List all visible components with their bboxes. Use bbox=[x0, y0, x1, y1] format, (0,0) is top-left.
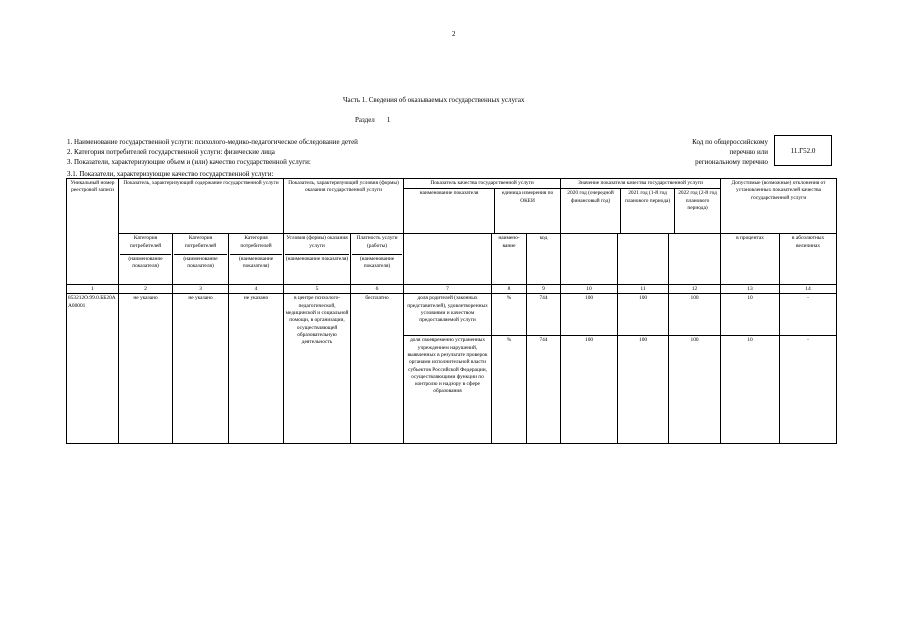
header-payment: Платность услуги (работы) (наименование показателя) bbox=[351, 234, 404, 285]
col-num: 9 bbox=[527, 285, 561, 294]
header-unit-code: код bbox=[527, 234, 561, 285]
consumer-category-line: 2. Категория потребителей государственной услуги: физические лица bbox=[67, 148, 275, 156]
header-registry-number: Уникальный номер реестровой записи bbox=[67, 179, 119, 285]
col-num: 8 bbox=[492, 285, 527, 294]
value-2020-cell: 100 bbox=[561, 294, 618, 336]
unit-code-cell: 744 bbox=[527, 294, 561, 336]
column-numbers-row bbox=[67, 285, 837, 294]
col-num: 11 bbox=[618, 285, 669, 294]
header-conditions-indicator: Показатель, характеризующий условия (формы) оказания государственной услуги bbox=[284, 179, 404, 234]
deviation-percent-cell: 10 bbox=[721, 294, 780, 336]
indicators-line: 3. Показатели, характеризующие объем и (или) качество государственной услуги: bbox=[67, 158, 311, 166]
indicator-name-cell: доля родителей (законных представителей), удовлетворенных условиями и качеством предоставляемой услуги bbox=[404, 294, 492, 336]
quality-indicators-line: 3.1. Показатели, характеризующие качество государственной услуги: bbox=[67, 170, 274, 178]
col-num: 2 bbox=[119, 285, 173, 294]
service-form-cell: в центре психолого-педагогической, медицинской и социальной помощи, в организации, осуществляющей образовательную деятельность bbox=[284, 294, 351, 444]
unit-name-cell: % bbox=[492, 294, 527, 336]
value-2022-cell: 100 bbox=[669, 336, 721, 444]
code-label-3: региональному перечню bbox=[695, 158, 768, 166]
col-num: 13 bbox=[721, 285, 780, 294]
col-num: 7 bbox=[404, 285, 492, 294]
unit-name-cell: % bbox=[492, 336, 527, 444]
section-heading bbox=[355, 116, 390, 124]
header-empty-7 bbox=[404, 234, 492, 285]
header-empty-10 bbox=[561, 234, 618, 285]
code-label-1: Код по общероссийскому bbox=[692, 138, 768, 146]
value-2020-cell: 100 bbox=[561, 336, 618, 444]
header-empty-12 bbox=[669, 234, 721, 285]
header-quality-indicator bbox=[404, 179, 561, 234]
table-row bbox=[67, 294, 837, 336]
header-quality-sub bbox=[404, 189, 560, 233]
header-absolute: в абсолютных величинах bbox=[780, 234, 837, 285]
header-values bbox=[561, 179, 721, 234]
header-content-indicator: Показатель, характеризующий содержание государственной услуги bbox=[119, 179, 284, 234]
service-name-line: 1. Наименование государственной услуги: психолого-медико-педагогическое обследование детей bbox=[67, 138, 358, 146]
col-num: 14 bbox=[780, 285, 837, 294]
category-2-cell: не указано bbox=[173, 294, 229, 444]
section-number: 1 bbox=[386, 116, 391, 124]
col-num: 3 bbox=[173, 285, 229, 294]
unit-code-cell: 744 bbox=[527, 336, 561, 444]
part-title: Часть 1. Сведения об оказываемых государственных услугах bbox=[343, 96, 525, 104]
header-year-2020: 2020 год (очередной финансовый год) bbox=[561, 189, 621, 233]
header-empty-11 bbox=[618, 234, 669, 285]
value-2021-cell: 100 bbox=[618, 336, 669, 444]
col-num: 6 bbox=[351, 285, 404, 294]
header-category-3: Категория потребителей (наименование показателя) bbox=[229, 234, 284, 285]
indicator-name-cell: доля своевременно устраненных учреждением нарушений, выявленных в результате проверок органами исполнительной власти субъектов Российской Федерации, осуществляющими функции по контролю и надзору в сфере образования bbox=[404, 336, 492, 444]
header-quality-title: Показатель качества государственной услуги bbox=[404, 179, 560, 189]
quality-indicators-table bbox=[66, 178, 837, 444]
col-num: 10 bbox=[561, 285, 618, 294]
value-2022-cell: 100 bbox=[669, 294, 721, 336]
header-unit-name: наимено-вание bbox=[492, 234, 527, 285]
header-unit: единица измерения по ОКЕИ bbox=[501, 190, 554, 204]
col-num: 4 bbox=[229, 285, 284, 294]
page-number: 2 bbox=[452, 30, 456, 38]
deviation-absolute-cell: - bbox=[780, 294, 837, 336]
header-service-form: Условия (формы) оказания услуги (наименование показателя) bbox=[284, 234, 351, 285]
header-year-2021: 2021 год (1-й год планового периода) bbox=[621, 189, 675, 233]
header-row-2 bbox=[67, 234, 837, 285]
header-row-1 bbox=[67, 179, 837, 234]
header-indicator-name: наименование показателя bbox=[404, 189, 495, 233]
category-3-cell: не указано bbox=[229, 294, 284, 444]
registry-number-cell: 853212О.99.0.ББ20АА00001 bbox=[67, 294, 119, 444]
header-years bbox=[561, 189, 720, 233]
header-category-1: Категория потребителей (наименование показателя) bbox=[119, 234, 173, 285]
deviation-percent-cell: 10 bbox=[721, 336, 780, 444]
col-num: 12 bbox=[669, 285, 721, 294]
header-deviation: Допустимые (возможные) отклонения от установленных показателей качества государственной услуги bbox=[721, 179, 837, 234]
code-label-2: перечню или bbox=[729, 148, 768, 156]
registry-code-box: 11.Г52.0 bbox=[774, 135, 832, 166]
header-values-title: Значение показателя качества государственной услуги bbox=[561, 179, 720, 189]
header-year-2022: 2022 год (2-й год планового периода) bbox=[678, 190, 717, 211]
category-1-cell: не указано bbox=[119, 294, 173, 444]
col-num: 1 bbox=[67, 285, 119, 294]
payment-cell: бесплатно bbox=[351, 294, 404, 444]
deviation-absolute-cell: - bbox=[780, 336, 837, 444]
header-percent: в процентах bbox=[721, 234, 780, 285]
col-num: 5 bbox=[284, 285, 351, 294]
value-2021-cell: 100 bbox=[618, 294, 669, 336]
section-label: Раздел bbox=[355, 116, 375, 124]
header-category-2: Категория потребителей (наименование показателя) bbox=[173, 234, 229, 285]
